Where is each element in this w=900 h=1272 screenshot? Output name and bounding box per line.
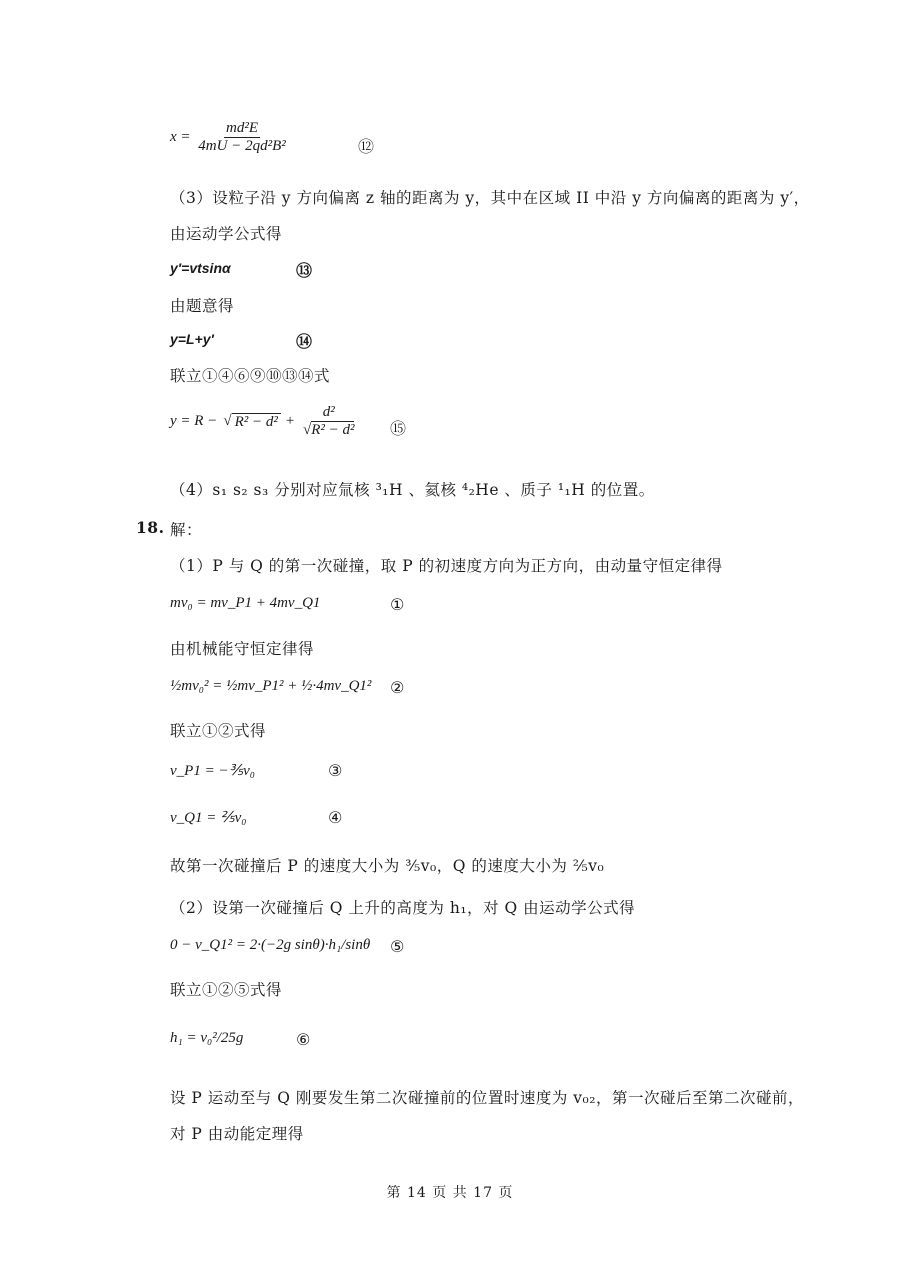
paragraph: 解： [170, 521, 203, 539]
equation-tag: ⑥ [296, 1030, 311, 1049]
paragraph: 由题意得 [170, 297, 235, 315]
equation-13: y′=vtsinα [170, 260, 231, 276]
paragraph: （2）设第一次碰撞后 Q 上升的高度为 h₁，对 Q 由运动学公式得 [170, 899, 636, 917]
equation-tag: ⑭ [296, 332, 313, 351]
equation-tag: ② [390, 678, 405, 697]
equation-tag: ⑫ [358, 137, 375, 156]
paragraph: （1）P 与 Q 的第一次碰撞，取 P 的初速度方向为正方向，由动量守恒定律得 [170, 557, 723, 575]
equation-tag: ① [390, 595, 405, 614]
paragraph: 对 P 由动能定理得 [170, 1125, 304, 1143]
equation-tag: ④ [328, 808, 343, 827]
question-number: 18. [136, 518, 165, 537]
equation-1: mv₀ = mv_P1 + 4mv_Q1 [170, 595, 321, 611]
paragraph: （3）设粒子沿 y 方向偏离 z 轴的距离为 y，其中在区域 II 中沿 y 方向偏离的距离为 y′， [170, 189, 810, 207]
equation-tag: ⑮ [390, 419, 407, 438]
paragraph: 故第一次碰撞后 P 的速度大小为 ⅗v₀，Q 的速度大小为 ⅖v₀ [170, 857, 605, 875]
equation-3: v_P1 = −⅗v₀ [170, 763, 255, 779]
paragraph: 设 P 运动至与 Q 刚要发生第二次碰撞前的位置时速度为 v₀₂，第一次碰后至第二次碰前， [170, 1089, 804, 1107]
paragraph: 由机械能守恒定律得 [170, 640, 315, 658]
equation-tag: ⑬ [296, 261, 313, 280]
equation-4: v_Q1 = ⅖v₀ [170, 810, 247, 826]
page-footer: 第 14 页 共 17 页 [386, 1185, 514, 1201]
paragraph: 由运动学公式得 [170, 225, 283, 243]
equation-12: x = $\frac{\text{md²E}}{\text{4mU − 2qd²B²}}$ [170, 120, 286, 155]
paragraph: 联立①④⑥⑨⑩⑬⑭式 [170, 367, 331, 385]
paragraph: 联立①②式得 [170, 722, 267, 740]
equation-6: h₁ = v₀²/25g [170, 1030, 244, 1046]
equation-5: 0 − v_Q1² = 2·(−2g sinθ)·h₁/sinθ [170, 937, 371, 953]
equation-tag: ③ [328, 761, 343, 780]
paragraph: 联立①②⑤式得 [170, 981, 283, 999]
paragraph: （4）s₁ s₂ s₃ 分别对应氚核 ³₁H 、氦核 ⁴₂He 、质子 ¹₁H 的位置。 [170, 481, 655, 499]
equation-14: y=L+y′ [170, 331, 214, 347]
equation-15: y = R − √ R² − d² + $\frac{\text{d²}}{\text{√R² − d²}}$ [170, 404, 355, 439]
equation-2: ½mv₀² = ½mv_P1² + ½·4mv_Q1² [170, 678, 372, 694]
equation-tag: ⑤ [390, 937, 405, 956]
